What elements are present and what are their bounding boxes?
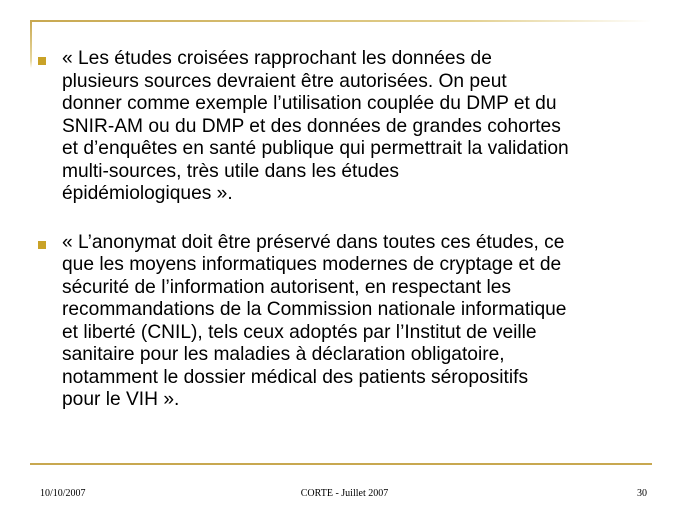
square-bullet-icon <box>38 57 46 65</box>
bullet-item-1 <box>38 48 653 206</box>
slide-number: 30 <box>637 488 647 499</box>
top-left-vertical-rule <box>30 20 32 68</box>
bullet-item-2 <box>38 232 653 412</box>
footer-title: CORTE - Juillet 2007 <box>300 488 389 499</box>
square-bullet-icon <box>38 241 46 249</box>
slide-content <box>38 48 653 438</box>
top-horizontal-rule <box>30 20 652 22</box>
footer-date: 10/10/2007 <box>40 488 86 499</box>
footer-rule <box>30 463 652 465</box>
bullet-text-1: « Les études croisées rapprochant les données de plusieurs sources devraient être autorisées. On peut donner comme exemple l’utilisation couplée du DMP et du SNIR-AM ou du DMP et des données de grandes cohortes et d’enquêtes en santé publique qui permettrait la validation multi-sources, très utile dans les études épidémiologiques ». <box>62 48 569 204</box>
bullet-text-2: « L’anonymat doit être préservé dans toutes ces études, ce que les moyens informatiques modernes de cryptage et de sécurité de l’information autorisent, en respectant les recommandations de la Commission nationale informatique et liberté (CNIL), tels ceux adoptés par l’Institut de veille sanitaire pour les maladies à déclaration obligatoire, notamment le dossier médical des patients séropositifs pour le VIH ». <box>62 231 567 410</box>
